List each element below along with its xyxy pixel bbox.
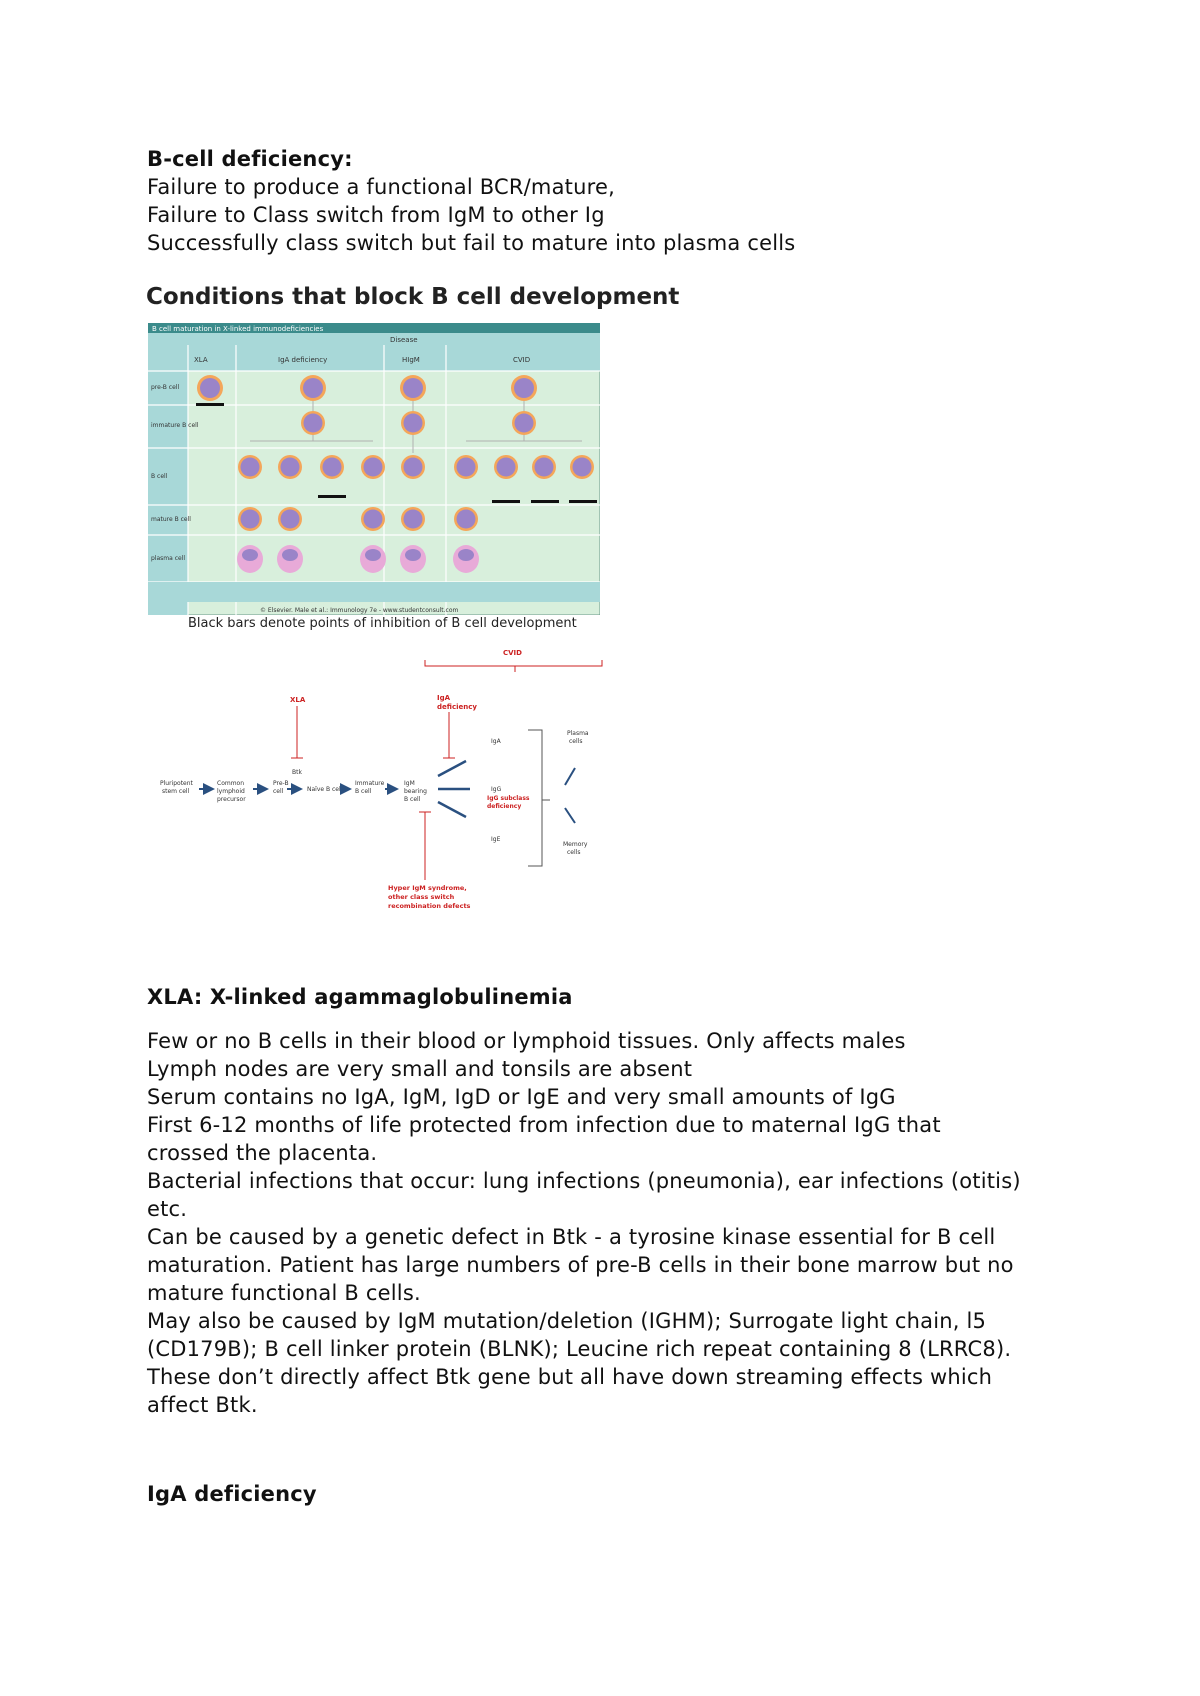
iga-deficiency-label: IgA [437, 694, 451, 702]
b-cells [238, 455, 594, 479]
section-xla-heading [147, 983, 573, 1011]
section-xla-body [147, 1027, 1021, 1419]
stage-label: Pre-B [273, 780, 289, 787]
outcome-label: cells [569, 738, 583, 745]
stage-label: bearing [404, 788, 427, 795]
igg-subclass-label: IgG subclass [487, 795, 530, 802]
row-label: plasma cell [151, 555, 186, 562]
iga-deficiency-label: deficiency [437, 703, 477, 711]
column-header-iga: IgA deficiency [278, 356, 328, 364]
stage-label: Immature [355, 780, 385, 787]
text-line: crossed the placenta. [147, 1141, 378, 1165]
row-label: pre-B cell [151, 384, 180, 391]
stage-label: cell [273, 788, 284, 795]
higm-label: recombination defects [388, 902, 471, 910]
isotype-label: IgE [491, 836, 501, 843]
stage-label: lymphoid [217, 788, 245, 795]
text-line: maturation. Patient has large numbers of pre-B cells in their bone marrow but no [147, 1253, 1014, 1277]
figure-title: Conditions that block B cell development [146, 284, 680, 310]
row-label: mature B cell [151, 516, 191, 523]
b-cell-maturation-table-figure [148, 323, 600, 615]
text-line: May also be caused by IgM mutation/deletion (IGHM); Surrogate light chain, l5 [147, 1309, 987, 1333]
figure-credit: © Elsevier. Male et al.: Immunology 7e - www.studentconsult.com [260, 607, 459, 614]
column-header-xla: XLA [194, 356, 208, 364]
section-heading: B-cell deficiency: [147, 147, 353, 171]
text-line: Serum contains no IgA, IgM, IgD or IgE and very small amounts of IgG [147, 1085, 896, 1109]
text-line: Can be caused by a genetic defect in Btk - a tyrosine kinase essential for B cell [147, 1225, 996, 1249]
block-bar [569, 500, 597, 503]
text-line: First 6-12 months of life protected from infection due to maternal IgG that [147, 1113, 941, 1137]
text-line: etc. [147, 1197, 188, 1221]
text-line: Successfully class switch but fail to mature into plasma cells [147, 231, 796, 255]
btk-label: Btk [292, 769, 302, 776]
block-bar [531, 500, 559, 503]
higm-label: other class switch [388, 893, 455, 901]
outcome-label: Plasma [567, 730, 589, 737]
text-line: Failure to produce a functional BCR/mature, [147, 175, 615, 199]
higm-label: Hyper IgM syndrome, [388, 884, 467, 892]
block-bar [318, 495, 346, 498]
section-iga-deficiency [147, 1480, 317, 1508]
block-bar [492, 500, 520, 503]
text-line: These don’t directly affect Btk gene but all have down streaming effects which [147, 1365, 993, 1389]
stage-label: B cell [355, 788, 372, 795]
section-heading: XLA: X-linked agammaglobulinemia [147, 985, 573, 1009]
figure-header: B cell maturation in X-linked immunodeficiencies [152, 325, 324, 333]
b-cell-pathway-diagram [150, 640, 610, 920]
column-header-cvid: CVID [513, 356, 531, 364]
cvid-label: CVID [503, 649, 522, 657]
isotype-label: IgG [491, 786, 502, 793]
isotype-label: IgA [491, 738, 501, 745]
stage-label: stem cell [162, 788, 190, 795]
column-header-higm: HIgM [402, 356, 420, 364]
row-label: immature B cell [151, 422, 199, 429]
stage-label: Common [217, 780, 245, 787]
text-line: affect Btk. [147, 1393, 258, 1417]
text-line: Bacterial infections that occur: lung infections (pneumonia), ear infections (otitis) [147, 1169, 1021, 1193]
igg-subclass-label: deficiency [487, 803, 522, 810]
figure-caption: Black bars denote points of inhibition of B cell development [188, 616, 577, 631]
block-bar [196, 403, 224, 406]
text-line: Lymph nodes are very small and tonsils are absent [147, 1057, 693, 1081]
stage-label: precursor [217, 796, 246, 803]
outcome-label: Memory [563, 841, 588, 848]
text-line: Failure to Class switch from IgM to other Ig [147, 203, 605, 227]
xla-label: XLA [290, 696, 306, 704]
stage-label: IgM [404, 780, 415, 787]
section-heading: IgA deficiency [147, 1482, 317, 1506]
stage-label: B cell [404, 796, 421, 803]
stage-label: Naïve B cell [307, 786, 343, 793]
text-line: Few or no B cells in their blood or lymphoid tissues. Only affects males [147, 1029, 906, 1053]
row-label: B cell [151, 473, 168, 480]
outcome-label: cells [567, 849, 581, 856]
section-b-cell-deficiency [147, 145, 795, 257]
text-line: mature functional B cells. [147, 1281, 421, 1305]
stage-label: Pluripotent [160, 780, 193, 787]
text-line: (CD179B); B cell linker protein (BLNK); Leucine rich repeat containing 8 (LRRC8). [147, 1337, 1012, 1361]
disease-label: Disease [390, 336, 418, 344]
